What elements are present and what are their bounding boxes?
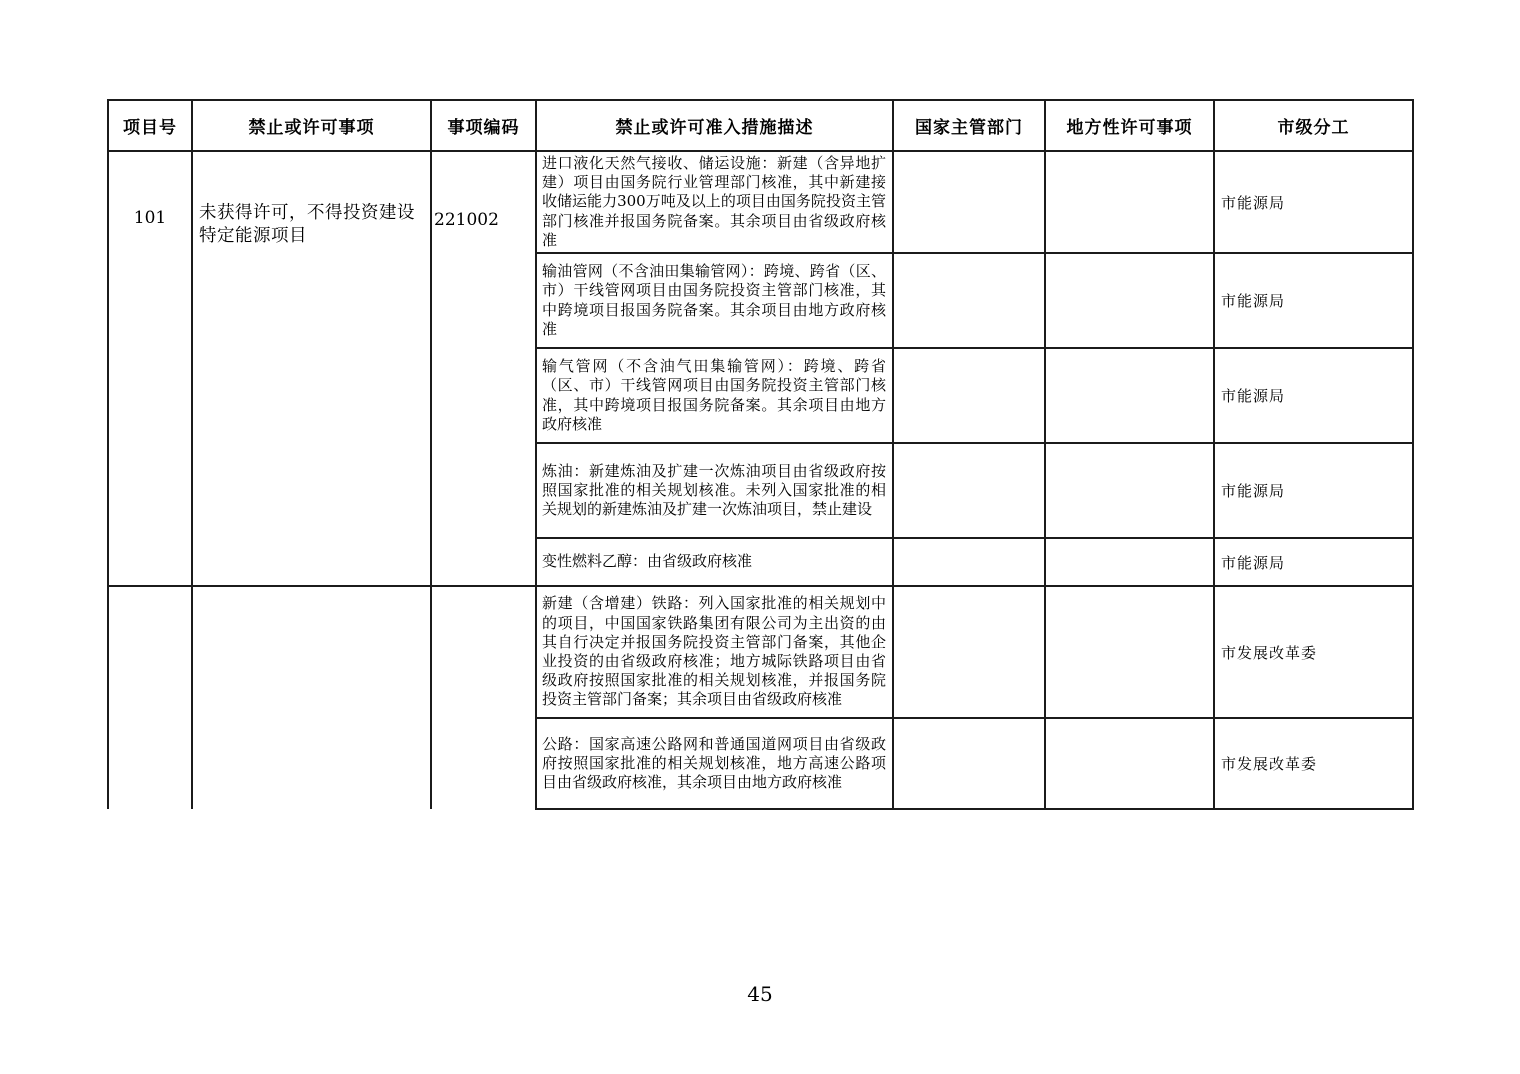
col-header-local-item: 地方性许可事项 bbox=[1045, 100, 1214, 151]
measure-cell: 输油管网（不含油田集输管网）：跨境、跨省（区、市）干线管网项目由国务院投资主管部门核准，其中跨境项目报国务院备案。其余项目由地方政府核准 bbox=[536, 253, 893, 348]
local-item-cell bbox=[1045, 348, 1214, 443]
item-code-cell bbox=[431, 586, 536, 809]
city-division-cell: 市能源局 bbox=[1214, 151, 1413, 253]
city-division-cell: 市发展改革委 bbox=[1214, 586, 1413, 718]
item-cell bbox=[192, 586, 431, 809]
local-item-cell bbox=[1045, 151, 1214, 253]
measure-cell: 输气管网（不含油气田集输管网）：跨境、跨省（区、市）干线管网项目由国务院投资主管部门核准，其中跨境项目报国务院备案。其余项目由地方政府核准 bbox=[536, 348, 893, 443]
measure-cell: 公路：国家高速公路网和普通国道网项目由省级政府按照国家批准的相关规划核准，地方高速公路项目由省级政府核准，其余项目由地方政府核准 bbox=[536, 718, 893, 809]
national-dept-cell bbox=[893, 253, 1045, 348]
page-number: 45 bbox=[747, 982, 773, 1006]
measure-cell: 变性燃料乙醇：由省级政府核准 bbox=[536, 538, 893, 586]
col-header-project-no: 项目号 bbox=[108, 100, 192, 151]
national-dept-cell bbox=[893, 718, 1045, 809]
city-division-cell: 市能源局 bbox=[1214, 538, 1413, 586]
local-item-cell bbox=[1045, 586, 1214, 718]
col-header-city-division: 市级分工 bbox=[1214, 100, 1413, 151]
permit-items-table bbox=[107, 99, 1414, 810]
city-division-cell: 市发展改革委 bbox=[1214, 718, 1413, 809]
national-dept-cell bbox=[893, 586, 1045, 718]
item-cell: 未获得许可，不得投资建设特定能源项目 bbox=[192, 151, 431, 586]
col-header-measure-desc: 禁止或许可准入措施描述 bbox=[536, 100, 893, 151]
measure-cell: 炼油：新建炼油及扩建一次炼油项目由省级政府按照国家批准的相关规划核准。未列入国家批准的相关规划的新建炼油及扩建一次炼油项目，禁止建设 bbox=[536, 443, 893, 538]
project-no-cell: 101 bbox=[108, 151, 192, 586]
local-item-cell bbox=[1045, 538, 1214, 586]
table-header-row bbox=[108, 100, 1413, 151]
city-division-cell: 市能源局 bbox=[1214, 443, 1413, 538]
national-dept-cell bbox=[893, 443, 1045, 538]
national-dept-cell bbox=[893, 538, 1045, 586]
measure-cell: 新建（含增建）铁路：列入国家批准的相关规划中的项目，中国国家铁路集团有限公司为主出资的由其自行决定并报国务院投资主管部门备案，其他企业投资的由省级政府核准；地方城际铁路项目由省级政府按照国家批准的相关规划核准，并报国务院投资主管部门备案；其余项目由省级政府核准 bbox=[536, 586, 893, 718]
local-item-cell bbox=[1045, 718, 1214, 809]
local-item-cell bbox=[1045, 253, 1214, 348]
item-code-cell: 221002 bbox=[431, 151, 536, 586]
col-header-item-code: 事项编码 bbox=[431, 100, 536, 151]
local-item-cell bbox=[1045, 443, 1214, 538]
project-no-cell bbox=[108, 586, 192, 809]
national-dept-cell bbox=[893, 151, 1045, 253]
city-division-cell: 市能源局 bbox=[1214, 348, 1413, 443]
table-row bbox=[108, 151, 1413, 253]
col-header-item: 禁止或许可事项 bbox=[192, 100, 431, 151]
measure-cell: 进口液化天然气接收、储运设施：新建（含异地扩建）项目由国务院行业管理部门核准，其中新建接收储运能力300万吨及以上的项目由国务院投资主管部门核准并报国务院备案。其余项目由省级政府核准 bbox=[536, 151, 893, 253]
city-division-cell: 市能源局 bbox=[1214, 253, 1413, 348]
col-header-national-dept: 国家主管部门 bbox=[893, 100, 1045, 151]
table-row bbox=[108, 586, 1413, 718]
national-dept-cell bbox=[893, 348, 1045, 443]
